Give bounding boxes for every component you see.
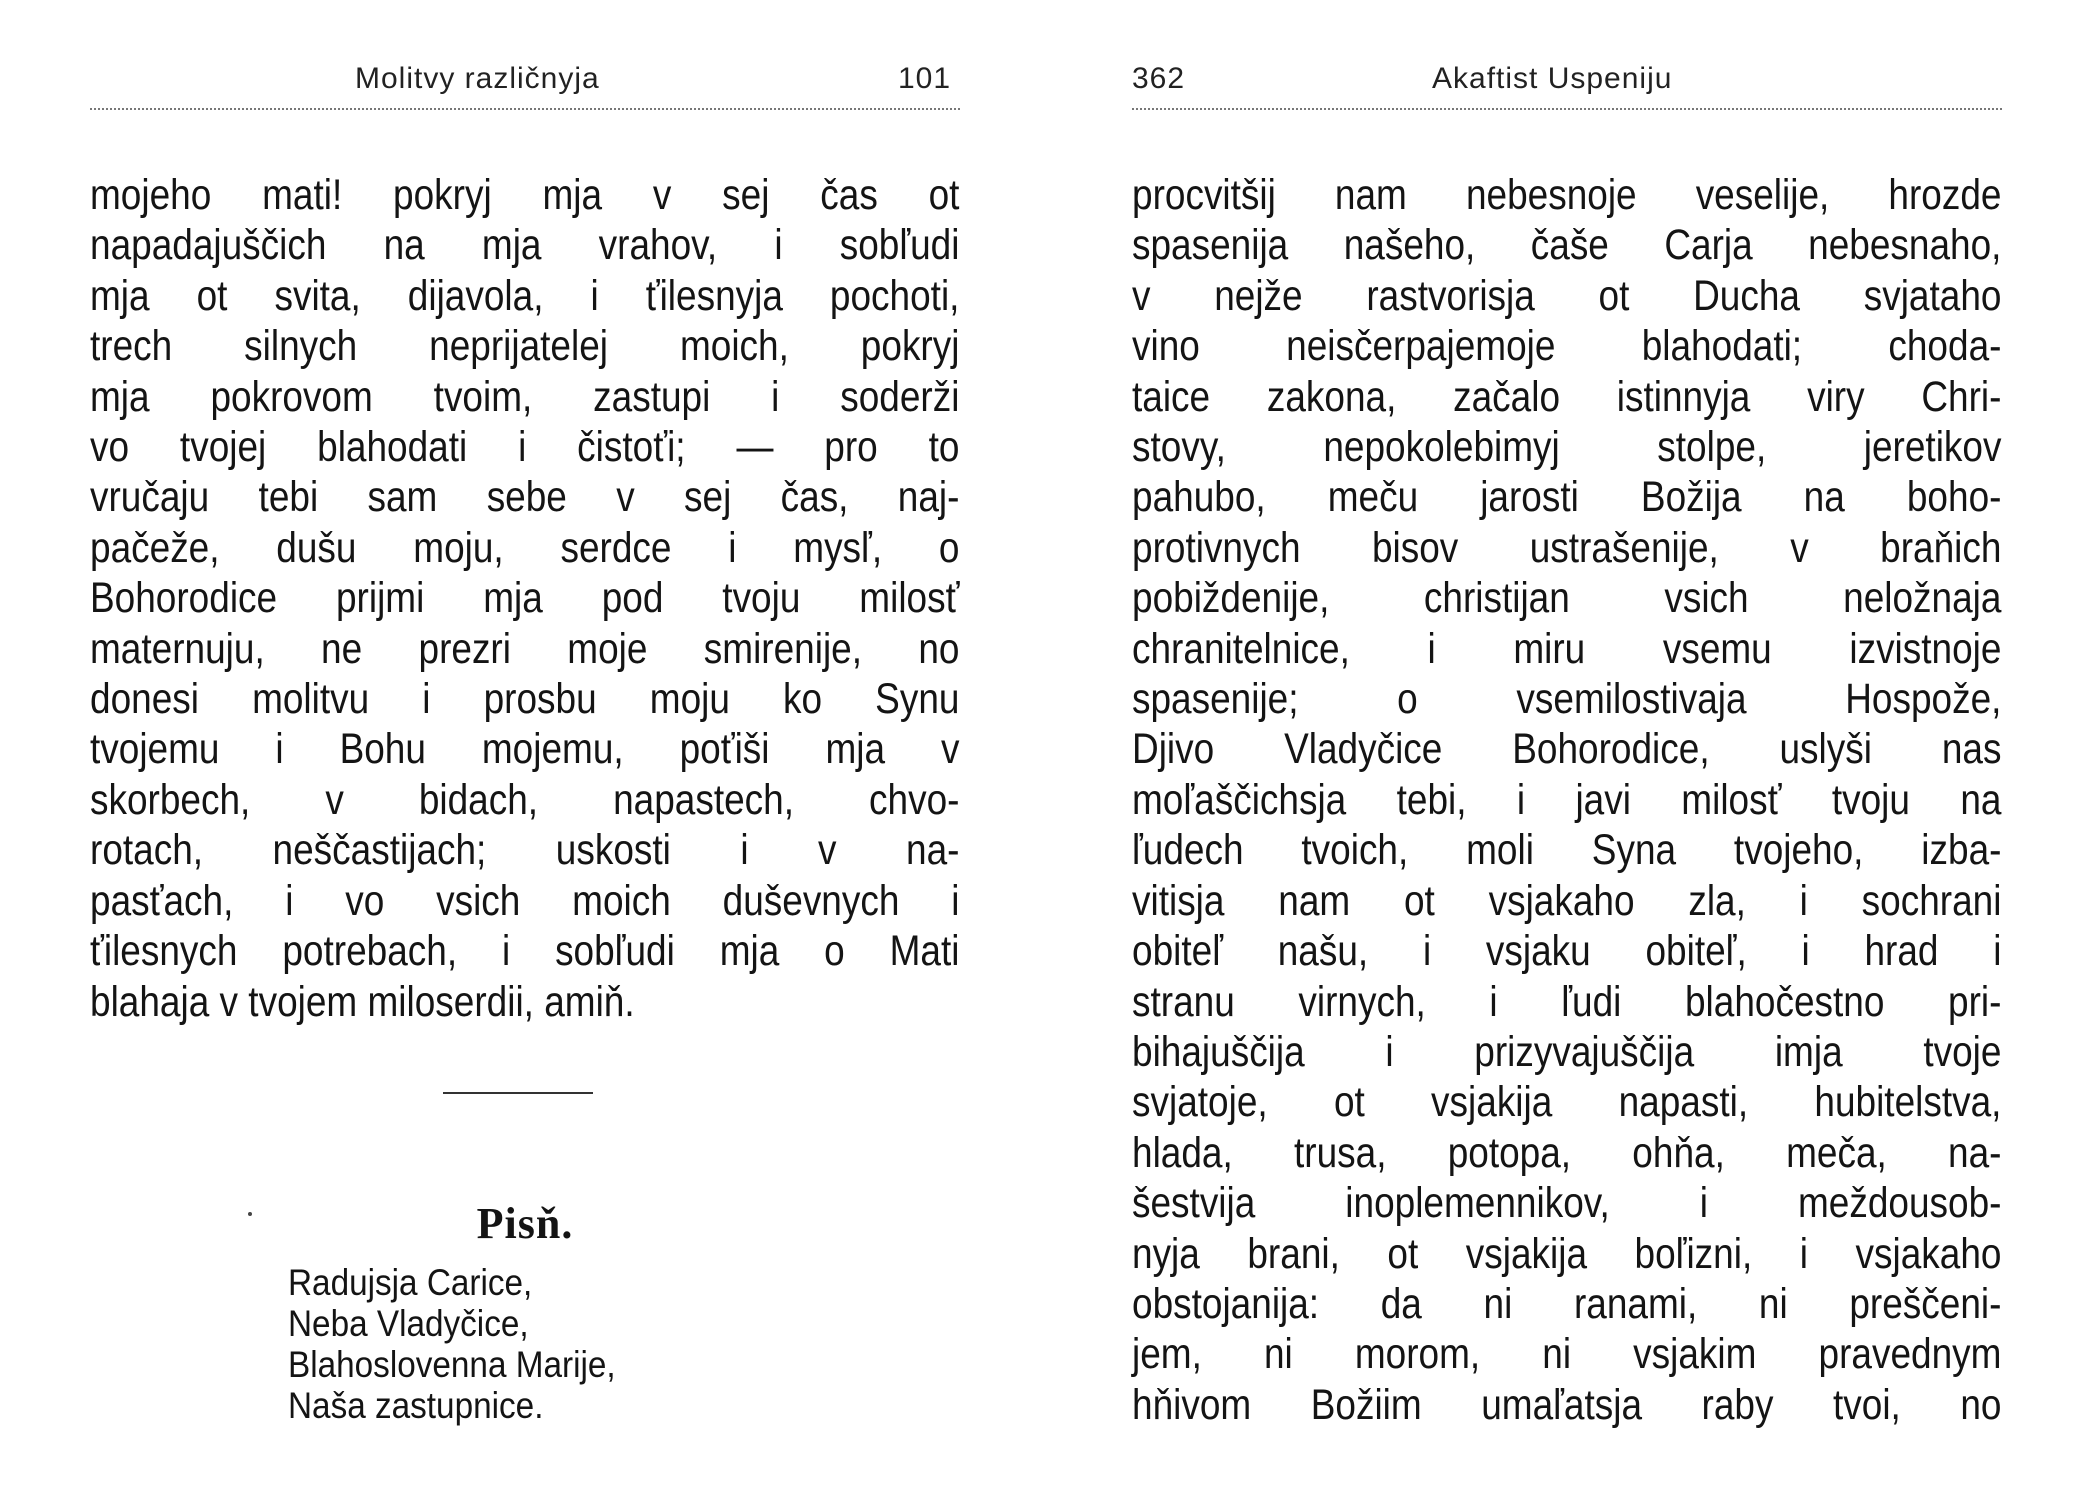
right-page-number: 362: [1132, 62, 1186, 95]
text-line: pasťach, i vo vsich moich duševnych i: [90, 876, 960, 925]
text-line: stovy, nepokolebimyj stolpe, jeretikov: [1132, 423, 2002, 472]
text-line: ľudech tvoich, moli Syna tvojeho, izba-: [1132, 826, 2002, 875]
text-line: mojeho mati! pokryj mja v sej čas ot: [90, 171, 960, 219]
text-line: mja ot svita, dijavola, i ťilesnyja pochoti,: [90, 271, 960, 320]
text-line: vo tvojej blahodati i čistoťi; — pro to: [90, 423, 960, 472]
verse: [288, 1262, 616, 1426]
left-running-head: [90, 62, 960, 104]
left-header-rule: [90, 108, 960, 110]
text-line: jem, ni morom, ni vsjakim pravednym: [1132, 1330, 2002, 1379]
text-line: spasenija našeho, čaše Carja nebesnaho,: [1132, 221, 2002, 270]
text-line: tvojemu i Bohu mojemu, poťiši mja v: [90, 725, 960, 774]
text-line: bihajuščija i prizyvajuščija imja tvoje: [1132, 1027, 2002, 1076]
left-page: [90, 0, 960, 1500]
text-line: donesi molitvu i prosbu moju ko Synu: [90, 675, 960, 724]
left-body-text: [90, 170, 960, 1027]
song-title: Pisň.: [476, 1199, 574, 1248]
text-line: hňivom Božiim umaľatsja raby tvoi, no: [1132, 1380, 2002, 1429]
text-line: v nejže rastvorisja ot Ducha svjataho: [1132, 271, 2002, 320]
text-line: Bohorodice prijmi mja pod tvoju milosť: [90, 574, 960, 623]
text-line: vino neisčerpajemoje blahodati; choda-: [1132, 322, 2002, 371]
left-running-title: Molitvy različnyja: [355, 62, 600, 95]
text-line: chranitelnice, i miru vsemu izvistnoje: [1132, 624, 2002, 673]
text-line: rotach, neščastijach; uskosti i v na-: [90, 826, 960, 875]
text-line: spasenije; o vsemilostivaja Hospože,: [1132, 675, 2002, 724]
text-line: blahaja v tvojem miloserdii, amiň.: [90, 977, 635, 1026]
text-line: svjatoje, ot vsjakija napasti, hubitelstva,: [1132, 1078, 2002, 1127]
text-line: Djivo Vladyčice Bohorodice, uslyši nas: [1132, 725, 2002, 774]
right-running-head: [1132, 62, 2002, 104]
section-divider: [443, 1092, 593, 1094]
text-line: stranu virnych, i ľudi blahočestno pri-: [1132, 977, 2002, 1026]
text-line: obiteľ našu, i vsjaku obiteľ, i hrad i: [1132, 927, 2002, 976]
verse-line: Naša zastupnice.: [288, 1385, 544, 1426]
text-line: hlada, trusa, potopa, ohňa, meča, na-: [1132, 1128, 2002, 1177]
text-line: skorbech, v bidach, napastech, chvo-: [90, 775, 960, 824]
left-page-number: 101: [898, 62, 952, 95]
right-header-rule: [1132, 108, 2002, 110]
text-line: pačeže, dušu moju, serdce i mysľ, o: [90, 523, 960, 572]
text-line: pobiždenije, christijan vsich neložnaja: [1132, 574, 2002, 623]
text-line: procvitšij nam nebesnoje veselije, hrozde: [1132, 171, 2002, 219]
text-line: protivnych bisov ustrašenije, v braňich: [1132, 523, 2002, 572]
text-line: šestvija inoplemennikov, i meždousob-: [1132, 1179, 2002, 1228]
text-line: obstojanija: da ni ranami, ni preščeni-: [1132, 1279, 2002, 1328]
text-line: mja pokrovom tvoim, zastupi i soderži: [90, 372, 960, 421]
verse-line: Radujsja Carice,: [288, 1262, 533, 1303]
right-body-text: [1132, 170, 2002, 1430]
text-line: vručaju tebi sam sebe v sej čas, naj-: [90, 473, 960, 522]
text-line: vitisja nam ot vsjakaho zla, i sochrani: [1132, 876, 2002, 925]
text-line: pahubo, meču jarosti Božija na boho-: [1132, 473, 2002, 522]
text-line: napadajuščich na mja vrahov, i sobľudi: [90, 221, 960, 270]
text-line: trech silnych neprijatelej moich, pokryj: [90, 322, 960, 371]
right-running-title: Akaftist Uspeniju: [1432, 62, 1673, 95]
right-page: [1132, 0, 2002, 1500]
verse-line: Blahoslovenna Marije,: [288, 1344, 616, 1385]
text-line: nyja brani, ot vsjakija boľizni, i vsjakaho: [1132, 1229, 2002, 1278]
text-line: ťilesnych potrebach, i sobľudi mja o Mati: [90, 927, 960, 976]
text-line: taice zakona, začalo istinnyja viry Chri-: [1132, 372, 2002, 421]
text-line: moľaščichsja tebi, i javi milosť tvoju na: [1132, 775, 2002, 824]
text-line: maternuju, ne prezri moje smirenije, no: [90, 624, 960, 673]
verse-line: Neba Vladyčice,: [288, 1303, 529, 1344]
